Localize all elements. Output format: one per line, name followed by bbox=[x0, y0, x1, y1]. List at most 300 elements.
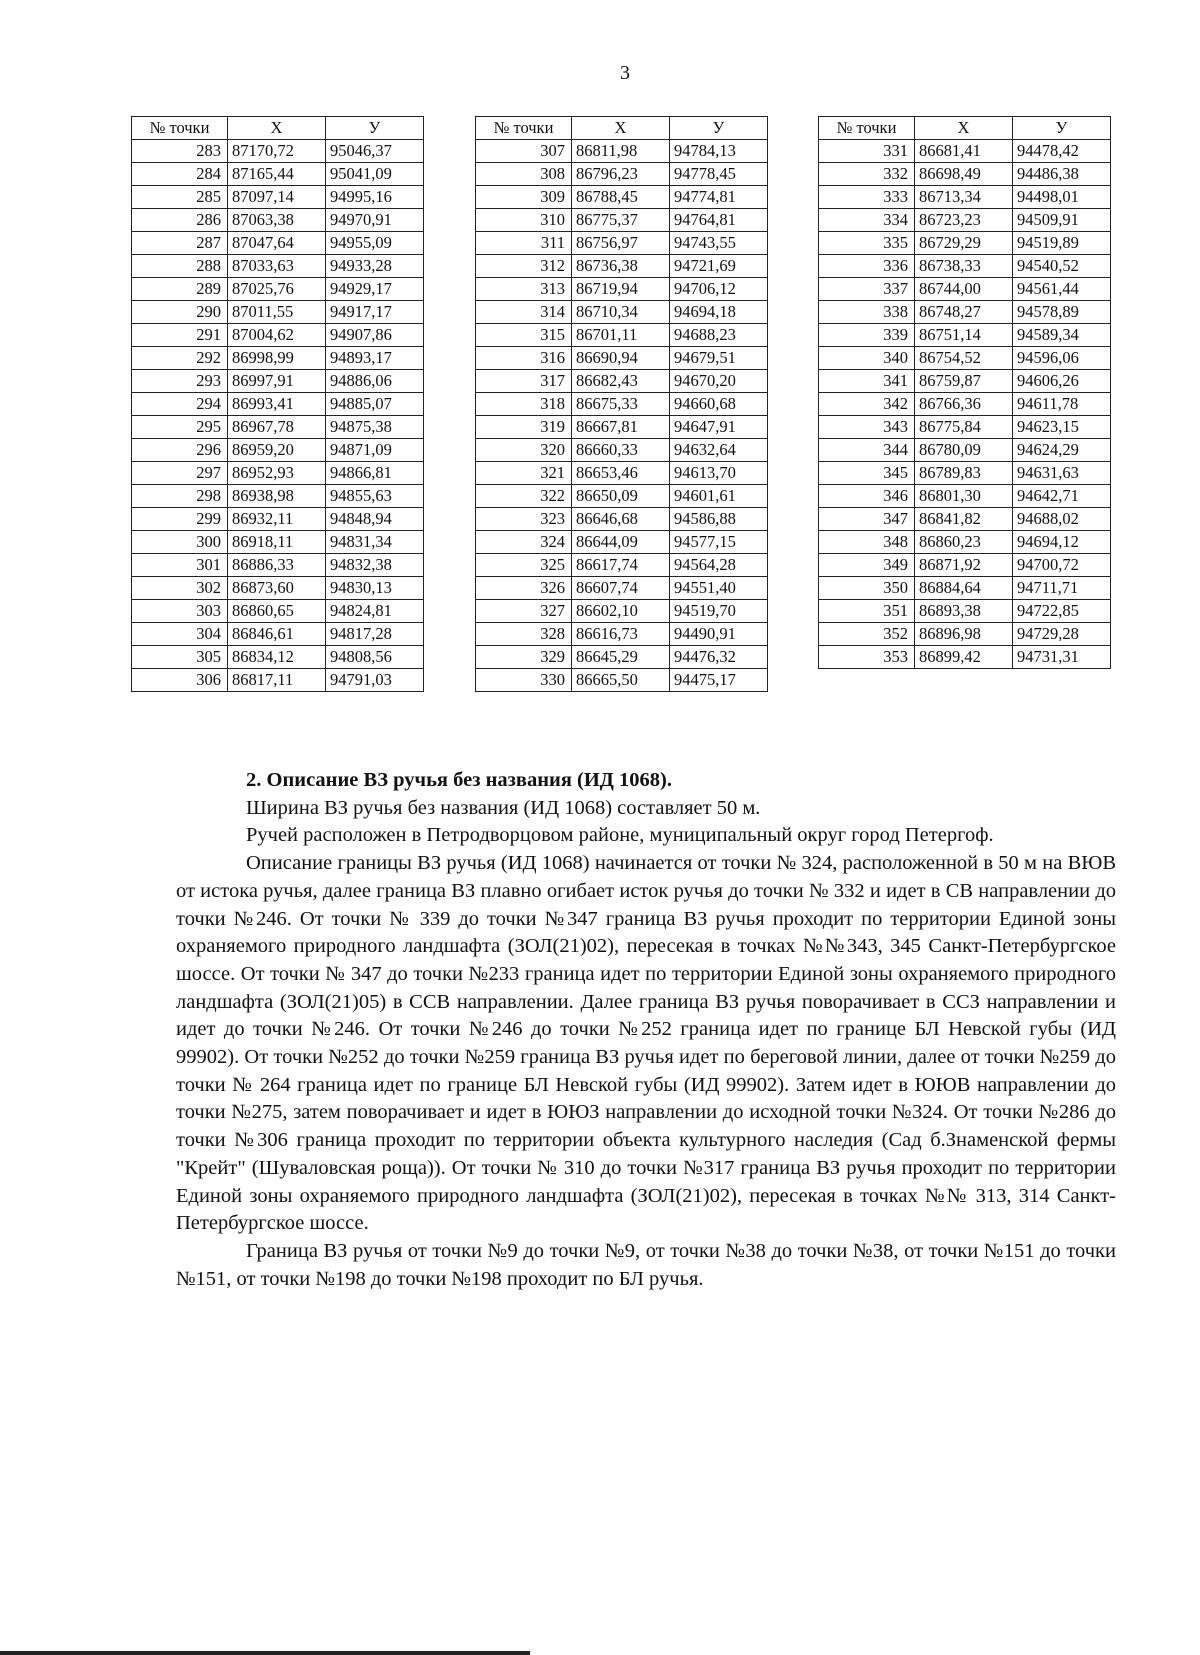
cell-y: 94995,16 bbox=[326, 186, 424, 209]
cell-point-number: 316 bbox=[476, 347, 572, 370]
paragraph-width: Ширина ВЗ ручья без названия (ИД 1068) составляет 50 м. bbox=[246, 796, 761, 819]
cell-point-number: 348 bbox=[819, 531, 915, 554]
cell-point-number: 328 bbox=[476, 623, 572, 646]
cell-y: 94721,69 bbox=[670, 255, 768, 278]
cell-x: 86710,34 bbox=[572, 301, 670, 324]
cell-x: 87170,72 bbox=[228, 140, 326, 163]
cell-y: 94729,28 bbox=[1013, 623, 1111, 646]
cell-point-number: 283 bbox=[132, 140, 228, 163]
cell-x: 86789,83 bbox=[915, 462, 1013, 485]
cell-y: 94589,34 bbox=[1013, 324, 1111, 347]
table-row bbox=[819, 623, 1111, 646]
cell-y: 94596,06 bbox=[1013, 347, 1111, 370]
cell-y: 94561,44 bbox=[1013, 278, 1111, 301]
table-row bbox=[132, 462, 424, 485]
cell-x: 86754,52 bbox=[915, 347, 1013, 370]
cell-point-number: 336 bbox=[819, 255, 915, 278]
cell-point-number: 329 bbox=[476, 646, 572, 669]
table-row bbox=[476, 600, 768, 623]
cell-point-number: 337 bbox=[819, 278, 915, 301]
table-row bbox=[819, 531, 1111, 554]
cell-y: 94711,71 bbox=[1013, 577, 1111, 600]
cell-point-number: 352 bbox=[819, 623, 915, 646]
cell-y: 94700,72 bbox=[1013, 554, 1111, 577]
table-header-row bbox=[132, 117, 424, 140]
cell-y: 94577,15 bbox=[670, 531, 768, 554]
cell-point-number: 342 bbox=[819, 393, 915, 416]
cell-x: 86667,81 bbox=[572, 416, 670, 439]
cell-x: 86846,61 bbox=[228, 623, 326, 646]
cell-y: 94670,20 bbox=[670, 370, 768, 393]
cell-point-number: 330 bbox=[476, 669, 572, 692]
cell-y: 94706,12 bbox=[670, 278, 768, 301]
cell-x: 86775,37 bbox=[572, 209, 670, 232]
cell-x: 86653,46 bbox=[572, 462, 670, 485]
cell-point-number: 305 bbox=[132, 646, 228, 669]
cell-y: 94694,18 bbox=[670, 301, 768, 324]
cell-x: 86952,93 bbox=[228, 462, 326, 485]
table-row bbox=[132, 600, 424, 623]
cell-point-number: 338 bbox=[819, 301, 915, 324]
cell-x: 86871,92 bbox=[915, 554, 1013, 577]
table-row bbox=[476, 140, 768, 163]
table-row bbox=[476, 324, 768, 347]
header-point-number: № точки bbox=[476, 117, 572, 140]
cell-point-number: 308 bbox=[476, 163, 572, 186]
table-row bbox=[132, 347, 424, 370]
table-row bbox=[132, 393, 424, 416]
cell-point-number: 289 bbox=[132, 278, 228, 301]
cell-point-number: 341 bbox=[819, 370, 915, 393]
table-row bbox=[819, 209, 1111, 232]
cell-x: 86780,09 bbox=[915, 439, 1013, 462]
cell-x: 86817,11 bbox=[228, 669, 326, 692]
cell-y: 94817,28 bbox=[326, 623, 424, 646]
cell-y: 94784,13 bbox=[670, 140, 768, 163]
cell-x: 86660,33 bbox=[572, 439, 670, 462]
cell-x: 86645,29 bbox=[572, 646, 670, 669]
table-row bbox=[819, 140, 1111, 163]
table-row bbox=[132, 623, 424, 646]
cell-y: 94613,70 bbox=[670, 462, 768, 485]
cell-x: 86736,38 bbox=[572, 255, 670, 278]
table-row bbox=[819, 278, 1111, 301]
table-row bbox=[476, 278, 768, 301]
cell-y: 94893,17 bbox=[326, 347, 424, 370]
table-row bbox=[132, 531, 424, 554]
table-row bbox=[476, 462, 768, 485]
cell-y: 94955,09 bbox=[326, 232, 424, 255]
cell-point-number: 340 bbox=[819, 347, 915, 370]
table-header-row bbox=[476, 117, 768, 140]
cell-point-number: 306 bbox=[132, 669, 228, 692]
cell-y: 94731,31 bbox=[1013, 646, 1111, 669]
cell-x: 86841,82 bbox=[915, 508, 1013, 531]
cell-x: 87025,76 bbox=[228, 278, 326, 301]
table-row bbox=[476, 232, 768, 255]
cell-y: 94601,61 bbox=[670, 485, 768, 508]
cell-point-number: 345 bbox=[819, 462, 915, 485]
cell-y: 94586,88 bbox=[670, 508, 768, 531]
cell-x: 87011,55 bbox=[228, 301, 326, 324]
table-row bbox=[476, 416, 768, 439]
table-row bbox=[819, 163, 1111, 186]
table-row bbox=[132, 209, 424, 232]
bottom-rule bbox=[0, 1651, 530, 1655]
cell-y: 94478,42 bbox=[1013, 140, 1111, 163]
cell-x: 86811,98 bbox=[572, 140, 670, 163]
cell-y: 94774,81 bbox=[670, 186, 768, 209]
table-row bbox=[132, 646, 424, 669]
cell-y: 94606,26 bbox=[1013, 370, 1111, 393]
cell-x: 86788,45 bbox=[572, 186, 670, 209]
cell-x: 87033,63 bbox=[228, 255, 326, 278]
table-row bbox=[476, 646, 768, 669]
cell-y: 94624,29 bbox=[1013, 439, 1111, 462]
cell-x: 86886,33 bbox=[228, 554, 326, 577]
table-row bbox=[819, 393, 1111, 416]
cell-point-number: 307 bbox=[476, 140, 572, 163]
cell-y: 94540,52 bbox=[1013, 255, 1111, 278]
table-row bbox=[476, 485, 768, 508]
table-row bbox=[476, 301, 768, 324]
cell-x: 86860,23 bbox=[915, 531, 1013, 554]
table-row bbox=[132, 577, 424, 600]
table-row bbox=[476, 554, 768, 577]
paragraph-location: Ручей расположен в Петродворцовом районе, муниципальный округ город Петергоф. bbox=[246, 824, 994, 847]
cell-point-number: 326 bbox=[476, 577, 572, 600]
cell-point-number: 351 bbox=[819, 600, 915, 623]
cell-point-number: 335 bbox=[819, 232, 915, 255]
table-row bbox=[476, 623, 768, 646]
cell-point-number: 319 bbox=[476, 416, 572, 439]
cell-y: 94875,38 bbox=[326, 416, 424, 439]
table-row bbox=[476, 393, 768, 416]
coordinates-table-2 bbox=[475, 116, 768, 692]
cell-y: 94917,17 bbox=[326, 301, 424, 324]
table-row bbox=[819, 416, 1111, 439]
cell-y: 94791,03 bbox=[326, 669, 424, 692]
table-row bbox=[132, 669, 424, 692]
table-row bbox=[819, 508, 1111, 531]
cell-y: 94830,13 bbox=[326, 577, 424, 600]
cell-y: 94519,89 bbox=[1013, 232, 1111, 255]
cell-x: 86998,99 bbox=[228, 347, 326, 370]
cell-point-number: 287 bbox=[132, 232, 228, 255]
cell-y: 94647,91 bbox=[670, 416, 768, 439]
table-row bbox=[132, 140, 424, 163]
cell-x: 86681,41 bbox=[915, 140, 1013, 163]
cell-y: 94475,17 bbox=[670, 669, 768, 692]
table-row bbox=[476, 163, 768, 186]
cell-y: 94519,70 bbox=[670, 600, 768, 623]
cell-x: 86701,11 bbox=[572, 324, 670, 347]
cell-y: 94886,06 bbox=[326, 370, 424, 393]
cell-x: 86766,36 bbox=[915, 393, 1013, 416]
table-row bbox=[819, 462, 1111, 485]
cell-y: 94743,55 bbox=[670, 232, 768, 255]
table-row bbox=[476, 669, 768, 692]
cell-point-number: 332 bbox=[819, 163, 915, 186]
table-row bbox=[476, 531, 768, 554]
table-row bbox=[819, 186, 1111, 209]
table-row bbox=[476, 186, 768, 209]
cell-point-number: 291 bbox=[132, 324, 228, 347]
cell-point-number: 311 bbox=[476, 232, 572, 255]
cell-y: 94490,91 bbox=[670, 623, 768, 646]
cell-point-number: 339 bbox=[819, 324, 915, 347]
cell-x: 86884,64 bbox=[915, 577, 1013, 600]
cell-x: 86938,98 bbox=[228, 485, 326, 508]
cell-x: 86616,73 bbox=[572, 623, 670, 646]
cell-x: 86665,50 bbox=[572, 669, 670, 692]
table-row bbox=[132, 186, 424, 209]
table-header-row bbox=[819, 117, 1111, 140]
cell-y: 94578,89 bbox=[1013, 301, 1111, 324]
cell-point-number: 294 bbox=[132, 393, 228, 416]
table-row bbox=[819, 577, 1111, 600]
cell-point-number: 299 bbox=[132, 508, 228, 531]
table-row bbox=[819, 301, 1111, 324]
section-heading: 2. Описание ВЗ ручья без названия (ИД 1068). bbox=[246, 769, 672, 791]
cell-y: 94871,09 bbox=[326, 439, 424, 462]
table-row bbox=[819, 439, 1111, 462]
cell-y: 94476,32 bbox=[670, 646, 768, 669]
header-x: X bbox=[915, 117, 1013, 140]
cell-x: 86698,49 bbox=[915, 163, 1013, 186]
cell-x: 86690,94 bbox=[572, 347, 670, 370]
table-row bbox=[819, 324, 1111, 347]
cell-y: 94848,94 bbox=[326, 508, 424, 531]
cell-x: 87097,14 bbox=[228, 186, 326, 209]
cell-point-number: 310 bbox=[476, 209, 572, 232]
cell-y: 94885,07 bbox=[326, 393, 424, 416]
cell-x: 86893,38 bbox=[915, 600, 1013, 623]
table-row bbox=[819, 554, 1111, 577]
cell-point-number: 334 bbox=[819, 209, 915, 232]
cell-x: 86801,30 bbox=[915, 485, 1013, 508]
cell-y: 94623,15 bbox=[1013, 416, 1111, 439]
cell-point-number: 286 bbox=[132, 209, 228, 232]
cell-point-number: 318 bbox=[476, 393, 572, 416]
cell-point-number: 313 bbox=[476, 278, 572, 301]
cell-point-number: 285 bbox=[132, 186, 228, 209]
table-row bbox=[476, 347, 768, 370]
cell-x: 86602,10 bbox=[572, 600, 670, 623]
cell-x: 87165,44 bbox=[228, 163, 326, 186]
table-row bbox=[132, 508, 424, 531]
cell-x: 86896,98 bbox=[915, 623, 1013, 646]
cell-y: 94632,64 bbox=[670, 439, 768, 462]
header-x: X bbox=[572, 117, 670, 140]
page-number: 3 bbox=[620, 62, 630, 84]
table-row bbox=[132, 416, 424, 439]
cell-point-number: 303 bbox=[132, 600, 228, 623]
cell-x: 86607,74 bbox=[572, 577, 670, 600]
cell-x: 86932,11 bbox=[228, 508, 326, 531]
table-row bbox=[476, 255, 768, 278]
cell-x: 86860,65 bbox=[228, 600, 326, 623]
cell-point-number: 317 bbox=[476, 370, 572, 393]
cell-x: 86756,97 bbox=[572, 232, 670, 255]
table-row bbox=[819, 600, 1111, 623]
cell-y: 94551,40 bbox=[670, 577, 768, 600]
cell-x: 86759,87 bbox=[915, 370, 1013, 393]
paragraph-shoreline: Граница ВЗ ручья от точки №9 до точки №9, от точки №38 до точки №38, от точки №151 до точки №151, от точки №198 до точки №198 проходит по БЛ ручья. bbox=[176, 1239, 1116, 1290]
table-row bbox=[132, 232, 424, 255]
table-row bbox=[132, 370, 424, 393]
cell-y: 94642,71 bbox=[1013, 485, 1111, 508]
cell-point-number: 346 bbox=[819, 485, 915, 508]
cell-x: 86729,29 bbox=[915, 232, 1013, 255]
cell-point-number: 321 bbox=[476, 462, 572, 485]
cell-x: 86617,74 bbox=[572, 554, 670, 577]
cell-y: 94509,91 bbox=[1013, 209, 1111, 232]
cell-x: 86918,11 bbox=[228, 531, 326, 554]
cell-point-number: 320 bbox=[476, 439, 572, 462]
cell-y: 94722,85 bbox=[1013, 600, 1111, 623]
cell-x: 86993,41 bbox=[228, 393, 326, 416]
cell-point-number: 325 bbox=[476, 554, 572, 577]
cell-y: 94486,38 bbox=[1013, 163, 1111, 186]
table-row bbox=[476, 209, 768, 232]
cell-point-number: 292 bbox=[132, 347, 228, 370]
table-row bbox=[132, 554, 424, 577]
cell-point-number: 284 bbox=[132, 163, 228, 186]
cell-point-number: 331 bbox=[819, 140, 915, 163]
table-row bbox=[476, 508, 768, 531]
cell-y: 94929,17 bbox=[326, 278, 424, 301]
cell-x: 86682,43 bbox=[572, 370, 670, 393]
cell-y: 94688,23 bbox=[670, 324, 768, 347]
cell-y: 94970,91 bbox=[326, 209, 424, 232]
cell-x: 87063,38 bbox=[228, 209, 326, 232]
table-row bbox=[819, 485, 1111, 508]
cell-point-number: 300 bbox=[132, 531, 228, 554]
cell-point-number: 322 bbox=[476, 485, 572, 508]
table-row bbox=[819, 255, 1111, 278]
cell-point-number: 314 bbox=[476, 301, 572, 324]
cell-x: 86873,60 bbox=[228, 577, 326, 600]
header-point-number: № точки bbox=[132, 117, 228, 140]
table-row bbox=[132, 439, 424, 462]
cell-x: 86796,23 bbox=[572, 163, 670, 186]
table-row bbox=[476, 439, 768, 462]
cell-x: 86650,09 bbox=[572, 485, 670, 508]
table-row bbox=[132, 324, 424, 347]
cell-x: 86646,68 bbox=[572, 508, 670, 531]
cell-point-number: 297 bbox=[132, 462, 228, 485]
cell-x: 86748,27 bbox=[915, 301, 1013, 324]
cell-point-number: 324 bbox=[476, 531, 572, 554]
cell-x: 86744,00 bbox=[915, 278, 1013, 301]
cell-point-number: 290 bbox=[132, 301, 228, 324]
cell-point-number: 288 bbox=[132, 255, 228, 278]
header-y: У bbox=[1013, 117, 1111, 140]
cell-y: 94832,38 bbox=[326, 554, 424, 577]
cell-x: 86959,20 bbox=[228, 439, 326, 462]
cell-x: 86899,42 bbox=[915, 646, 1013, 669]
cell-y: 94498,01 bbox=[1013, 186, 1111, 209]
cell-x: 87047,64 bbox=[228, 232, 326, 255]
cell-x: 86738,33 bbox=[915, 255, 1013, 278]
table-row bbox=[132, 278, 424, 301]
cell-y: 94824,81 bbox=[326, 600, 424, 623]
cell-x: 86675,33 bbox=[572, 393, 670, 416]
table-row bbox=[476, 577, 768, 600]
cell-point-number: 349 bbox=[819, 554, 915, 577]
header-y: У bbox=[326, 117, 424, 140]
cell-y: 94764,81 bbox=[670, 209, 768, 232]
cell-point-number: 301 bbox=[132, 554, 228, 577]
cell-y: 94564,28 bbox=[670, 554, 768, 577]
cell-x: 86713,34 bbox=[915, 186, 1013, 209]
cell-point-number: 333 bbox=[819, 186, 915, 209]
cell-x: 86723,23 bbox=[915, 209, 1013, 232]
section-text bbox=[176, 767, 1116, 1293]
cell-point-number: 312 bbox=[476, 255, 572, 278]
cell-y: 95046,37 bbox=[326, 140, 424, 163]
cell-x: 86834,12 bbox=[228, 646, 326, 669]
table-row bbox=[819, 370, 1111, 393]
table-row bbox=[132, 301, 424, 324]
header-point-number: № точки bbox=[819, 117, 915, 140]
cell-y: 95041,09 bbox=[326, 163, 424, 186]
cell-point-number: 343 bbox=[819, 416, 915, 439]
table-row bbox=[819, 646, 1111, 669]
cell-point-number: 350 bbox=[819, 577, 915, 600]
cell-x: 86997,91 bbox=[228, 370, 326, 393]
cell-point-number: 353 bbox=[819, 646, 915, 669]
cell-y: 94660,68 bbox=[670, 393, 768, 416]
cell-x: 87004,62 bbox=[228, 324, 326, 347]
cell-y: 94808,56 bbox=[326, 646, 424, 669]
cell-y: 94933,28 bbox=[326, 255, 424, 278]
cell-y: 94694,12 bbox=[1013, 531, 1111, 554]
table-row bbox=[819, 232, 1111, 255]
cell-point-number: 347 bbox=[819, 508, 915, 531]
cell-y: 94831,34 bbox=[326, 531, 424, 554]
cell-point-number: 327 bbox=[476, 600, 572, 623]
cell-y: 94631,63 bbox=[1013, 462, 1111, 485]
table-row bbox=[819, 347, 1111, 370]
cell-point-number: 315 bbox=[476, 324, 572, 347]
cell-x: 86751,14 bbox=[915, 324, 1013, 347]
cell-y: 94679,51 bbox=[670, 347, 768, 370]
cell-x: 86775,84 bbox=[915, 416, 1013, 439]
coordinates-table-1 bbox=[131, 116, 424, 692]
cell-y: 94907,86 bbox=[326, 324, 424, 347]
cell-point-number: 323 bbox=[476, 508, 572, 531]
cell-point-number: 293 bbox=[132, 370, 228, 393]
header-y: У bbox=[670, 117, 768, 140]
table-row bbox=[132, 163, 424, 186]
cell-y: 94688,02 bbox=[1013, 508, 1111, 531]
cell-point-number: 304 bbox=[132, 623, 228, 646]
cell-point-number: 296 bbox=[132, 439, 228, 462]
header-x: X bbox=[228, 117, 326, 140]
table-row bbox=[132, 255, 424, 278]
cell-y: 94855,63 bbox=[326, 485, 424, 508]
cell-x: 86644,09 bbox=[572, 531, 670, 554]
cell-point-number: 295 bbox=[132, 416, 228, 439]
cell-point-number: 309 bbox=[476, 186, 572, 209]
cell-y: 94778,45 bbox=[670, 163, 768, 186]
cell-point-number: 298 bbox=[132, 485, 228, 508]
cell-point-number: 344 bbox=[819, 439, 915, 462]
paragraph-boundary-description: Описание границы ВЗ ручья (ИД 1068) начинается от точки № 324, расположенной в 50 м на ВЮВ от истока ручья, далее граница ВЗ плавно огибает исток ручья до точки № 332 и идет в СВ направлении до точки №246. От точки № 339 до точки №347 граница ВЗ ручья проходит по территории Единой зоны охраняемого природного ландшафта (ЗОЛ(21)02), пересекая в точках №№343, 345 Санкт-Петербургское шоссе. От точки № 347 до точки №233 граница идет по территории Единой зоны охраняемого природного ландшафта (ЗОЛ(21)05) в ССВ направлении. Далее граница ВЗ ручья поворачивает в ССЗ направлении и идет до точки №246. От точки №246 до точки №252 граница идет по границе БЛ Невской губы (ИД 99902). От точки №252 до точки №259 граница ВЗ ручья идет по береговой линии, далее от точки №259 до точки № 264 граница идет по границе БЛ Невской губы (ИД 99902). Затем идет в ЮЮВ направлении до точки №275, затем поворачивает и идет в ЮЮЗ направлении до исходной точки №324. От точки №286 до точки №306 граница проходит по территории объекта культурного наследия (Сад б.Знаменской фермы "Крейт" (Шуваловская роща)). От точки № 310 до точки №317 граница ВЗ ручья проходит по территории Единой зоны охраняемого природного ландшафта (ЗОЛ(21)02), пересекая в точках №№ 313, 314 Санкт-Петербургское шоссе. bbox=[176, 852, 1116, 1235]
cell-y: 94866,81 bbox=[326, 462, 424, 485]
